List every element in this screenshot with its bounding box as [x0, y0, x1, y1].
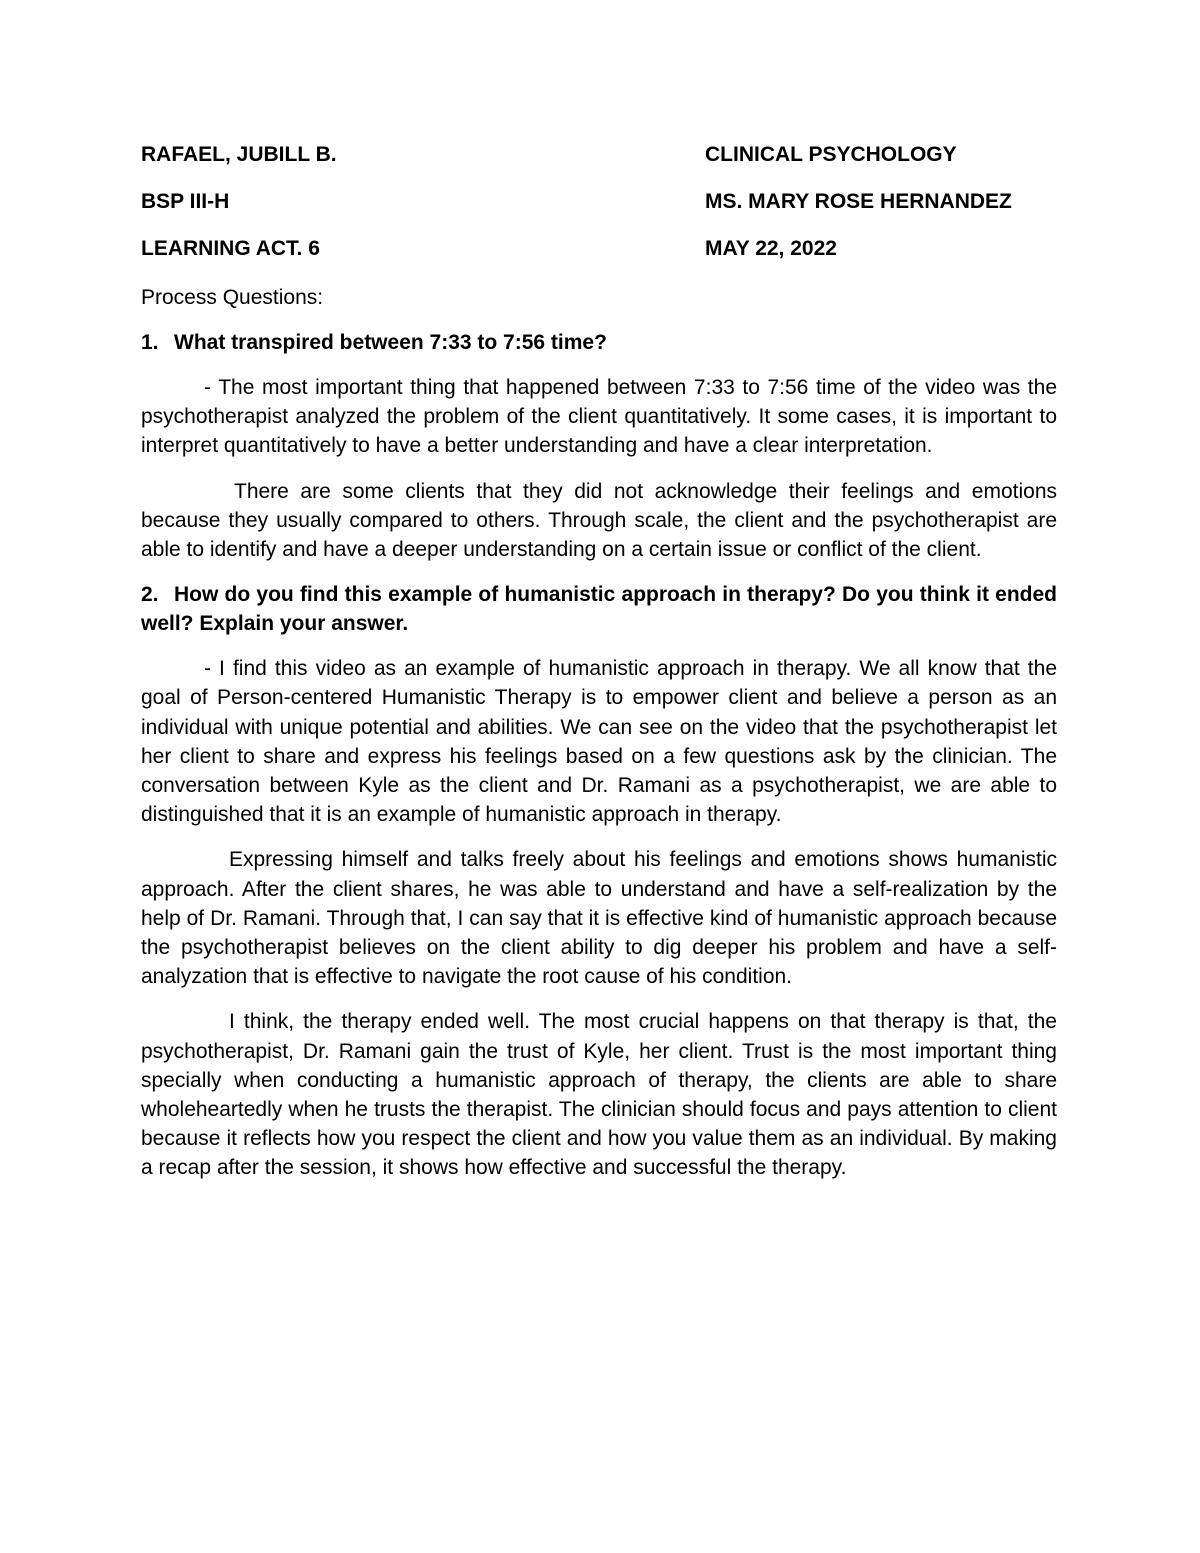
question-2 — [141, 580, 1057, 638]
header-row-3 — [141, 234, 1057, 281]
instructor-name: MS. MARY ROSE HERNANDEZ — [705, 190, 1012, 213]
question-2-number: 2. — [141, 583, 159, 607]
student-section: BSP III-H — [141, 190, 230, 213]
answer-2-paragraph-1: - I find this video as an example of humanistic approach in therapy. We all know that the goal of Person-centered Humanistic Therapy is to empower client and believe a person as an individual with unique potential and abilities. We can see on the video that the psychotherapist let her client to share and express his feelings based on a few questions ask by the clinician. The conversation between Kyle as the client and Dr. Ramani as a psychotherapist, we are able to distinguished that it is an example of humanistic approach in therapy. — [141, 657, 1057, 827]
course-title: CLINICAL PSYCHOLOGY — [705, 143, 957, 166]
document-page — [141, 140, 1057, 1199]
header-row-1 — [141, 140, 1057, 187]
process-questions-label: Process Questions: — [141, 286, 324, 309]
question-1-text: What transpired between 7:33 to 7:56 time? — [174, 331, 607, 354]
answer-2-paragraph-3: I think, the therapy ended well. The most crucial happens on that therapy is that, the psychotherapist, Dr. Ramani gain the trust of Kyle, her client. Trust is the most important thing specially when conducting a humanistic approach of therapy, the clients are able to share wholeheartedly when he trusts the therapist. The clinician should focus and pays attention to client because it reflects how you respect the client and how you value them as an individual. By making a recap after the session, it shows how effective and successful the therapy. — [141, 1010, 1057, 1180]
answer-1-paragraph-1: - The most important thing that happened between 7:33 to 7:56 time of the video was the psychotherapist analyzed the problem of the client quantitatively. It some cases, it is important to interpret quantitatively to have a better understanding and have a clear interpretation. — [141, 376, 1057, 458]
question-2-text: How do you find this example of humanistic approach in therapy? Do you think it ended well? Explain your answer. — [141, 583, 1057, 636]
answer-2-paragraph-2: Expressing himself and talks freely about his feelings and emotions shows humanistic approach. After the client shares, he was able to understand and have a self-realization by the help of Dr. Ramani. Through that, I can say that it is effective kind of humanistic approach because the psychotherapist believes on the client ability to dig deeper his problem and have a self-analyzation that is effective to navigate the root cause of his condition. — [141, 848, 1057, 989]
question-1 — [141, 328, 1057, 357]
answer-1-paragraph-2: There are some clients that they did not acknowledge their feelings and emotions because they usually compared to others. Through scale, the client and the psychotherapist are able to identify and have a deeper understanding on a certain issue or conflict of the client. — [141, 479, 1057, 562]
activity-title: LEARNING ACT. 6 — [141, 237, 320, 260]
student-name: RAFAEL, JUBILL B. — [141, 143, 337, 166]
header-row-2 — [141, 187, 1057, 234]
question-1-number: 1. — [141, 331, 159, 354]
submission-date: MAY 22, 2022 — [705, 237, 837, 260]
